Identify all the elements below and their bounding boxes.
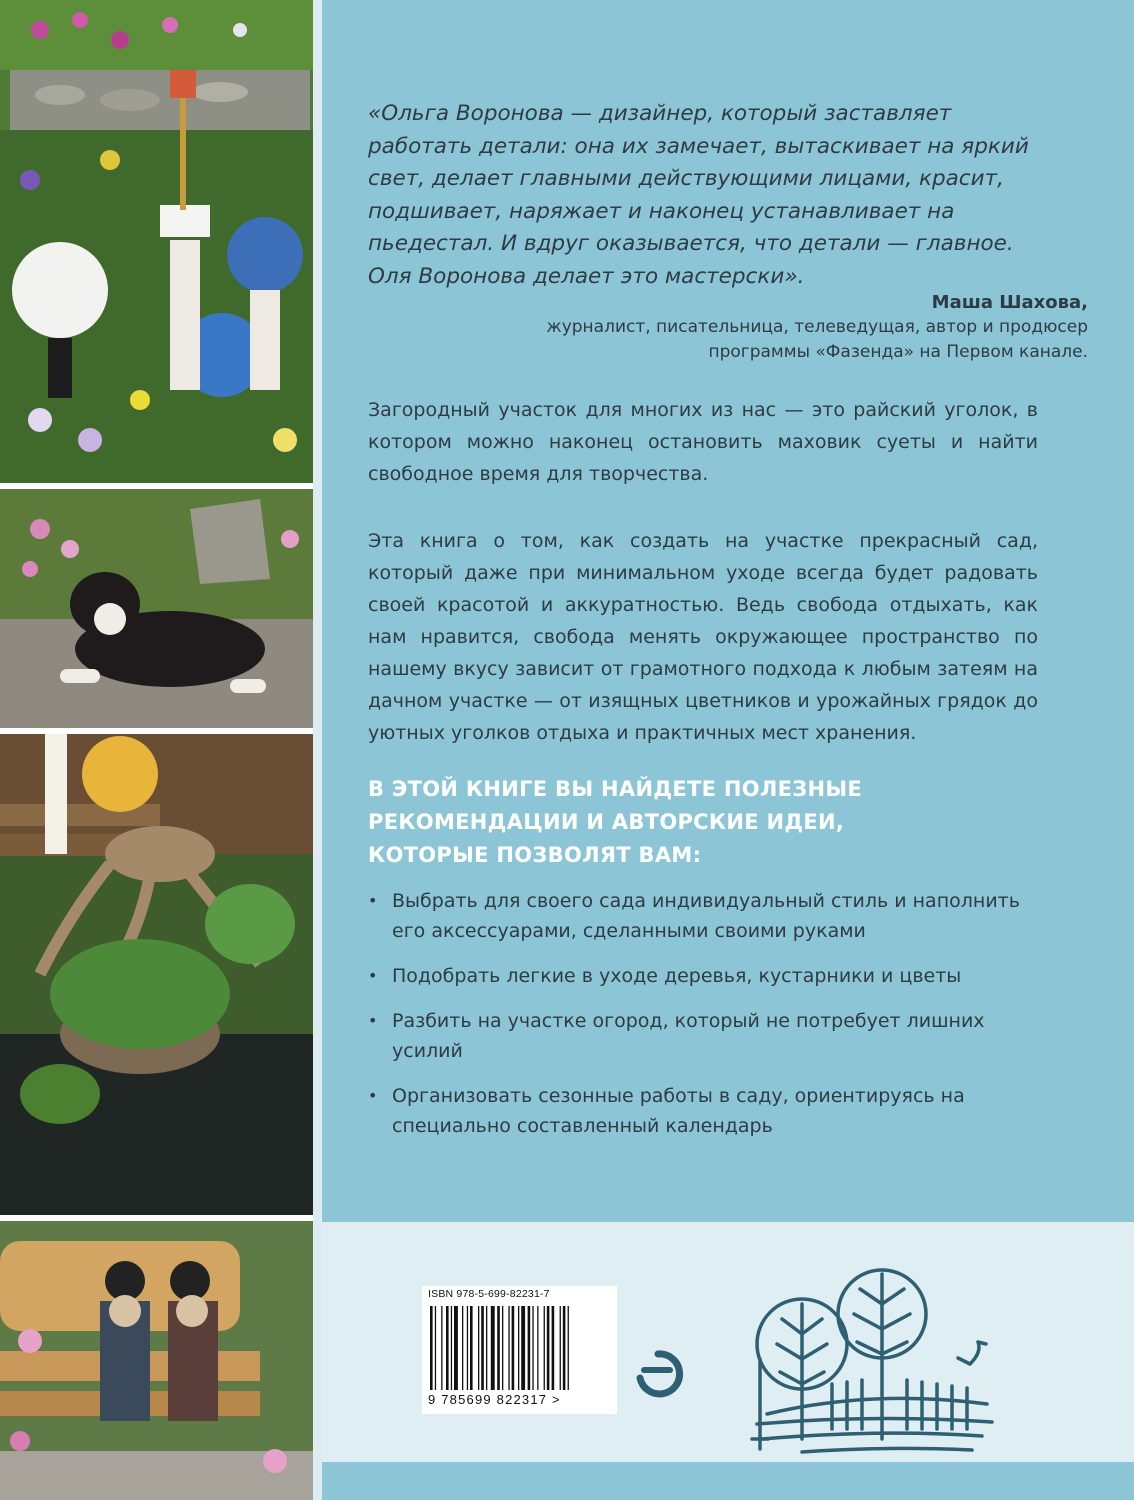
list-item <box>368 886 1048 946</box>
list-item-text: Выбрать для своего сада индивидуальный стиль и наполнить его аксессуарами, сделанными своими руками <box>392 890 1020 942</box>
isbn-number: ISBN 978-5-699-82231-7 <box>428 1288 550 1300</box>
review-quote: «Ольга Воронова — дизайнер, который заставляет работать детали: она их замечает, вытаскивает на яркий свет, делает главными действующими лицами, красит, подшивает, наряжает и наконец устанавливает на пьедестал. И вдруг оказывается, что детали — главное. Оля Воронова делает это мастерски». <box>368 101 1029 289</box>
bullet-icon: • <box>368 1086 378 1105</box>
garden-trees-fence-icon <box>742 1264 1002 1464</box>
bullet-icon: • <box>368 1011 378 1030</box>
garden-figures-photo <box>0 1221 313 1500</box>
benefits-heading-line-2: РЕКОМЕНДАЦИИ И АВТОРСКИЕ ИДЕИ, <box>368 810 845 834</box>
isbn-barcode <box>422 1286 617 1414</box>
list-item <box>368 1081 1048 1141</box>
ean-number: 9 785699 822317 > <box>428 1392 561 1407</box>
barcode-icon <box>428 1306 612 1390</box>
list-item-text: Организовать сезонные работы в саду, ориентируясь на специально составленный календарь <box>392 1085 965 1137</box>
pond-ferns-photo <box>0 734 313 1215</box>
garden-lamps-photo <box>0 0 313 483</box>
benefits-list <box>368 886 1048 1156</box>
list-item-text: Разбить на участке огород, который не потребует лишних усилий <box>392 1010 985 1062</box>
eksmo-logo-icon <box>632 1348 684 1400</box>
benefits-heading-line-3: КОТОРЫЕ ПОЗВОЛЯТ ВАМ: <box>368 843 702 867</box>
quote-author: Маша Шахова, <box>931 292 1088 313</box>
benefits-heading-line-1: В ЭТОЙ КНИГЕ ВЫ НАЙДЕТЕ ПОЛЕЗНЫЕ <box>368 777 863 801</box>
bullet-icon: • <box>368 891 378 910</box>
list-item <box>368 1006 1048 1066</box>
photo-column <box>0 0 322 1500</box>
description-paragraph: Эта книга о том, как создать на участке прекрасный сад, который даже при минимальном уходе всегда будет радовать своей красотой и аккуратностью. Ведь свобода отдыхать, как нам нравится, свобода менять окружающее пространство по нашему вкусу зависит от грамотного подхода к любым затеям на дачном участке — от изящных цветников и урожайных грядок до уютных уголков отдыха и практичных мест хранения. <box>368 530 1038 744</box>
quote-author-role-line-2: программы «Фазенда» на Первом канале. <box>708 342 1088 362</box>
quote-attribution <box>448 290 1088 365</box>
quote-author-role-line-1: журналист, писательница, телеведущая, автор и продюсер <box>546 317 1088 337</box>
intro-paragraph: Загородный участок для многих из нас — это райский уголок, в котором можно наконец остановить маховик суеты и найти свободное время для творчества. <box>368 399 1038 485</box>
bottom-band <box>322 1222 1134 1462</box>
cat-photo <box>0 489 313 728</box>
list-item <box>368 961 1048 991</box>
benefits-heading <box>368 773 868 872</box>
list-item-text: Подобрать легкие в уходе деревья, кустарники и цветы <box>392 965 962 987</box>
bullet-icon: • <box>368 966 378 985</box>
